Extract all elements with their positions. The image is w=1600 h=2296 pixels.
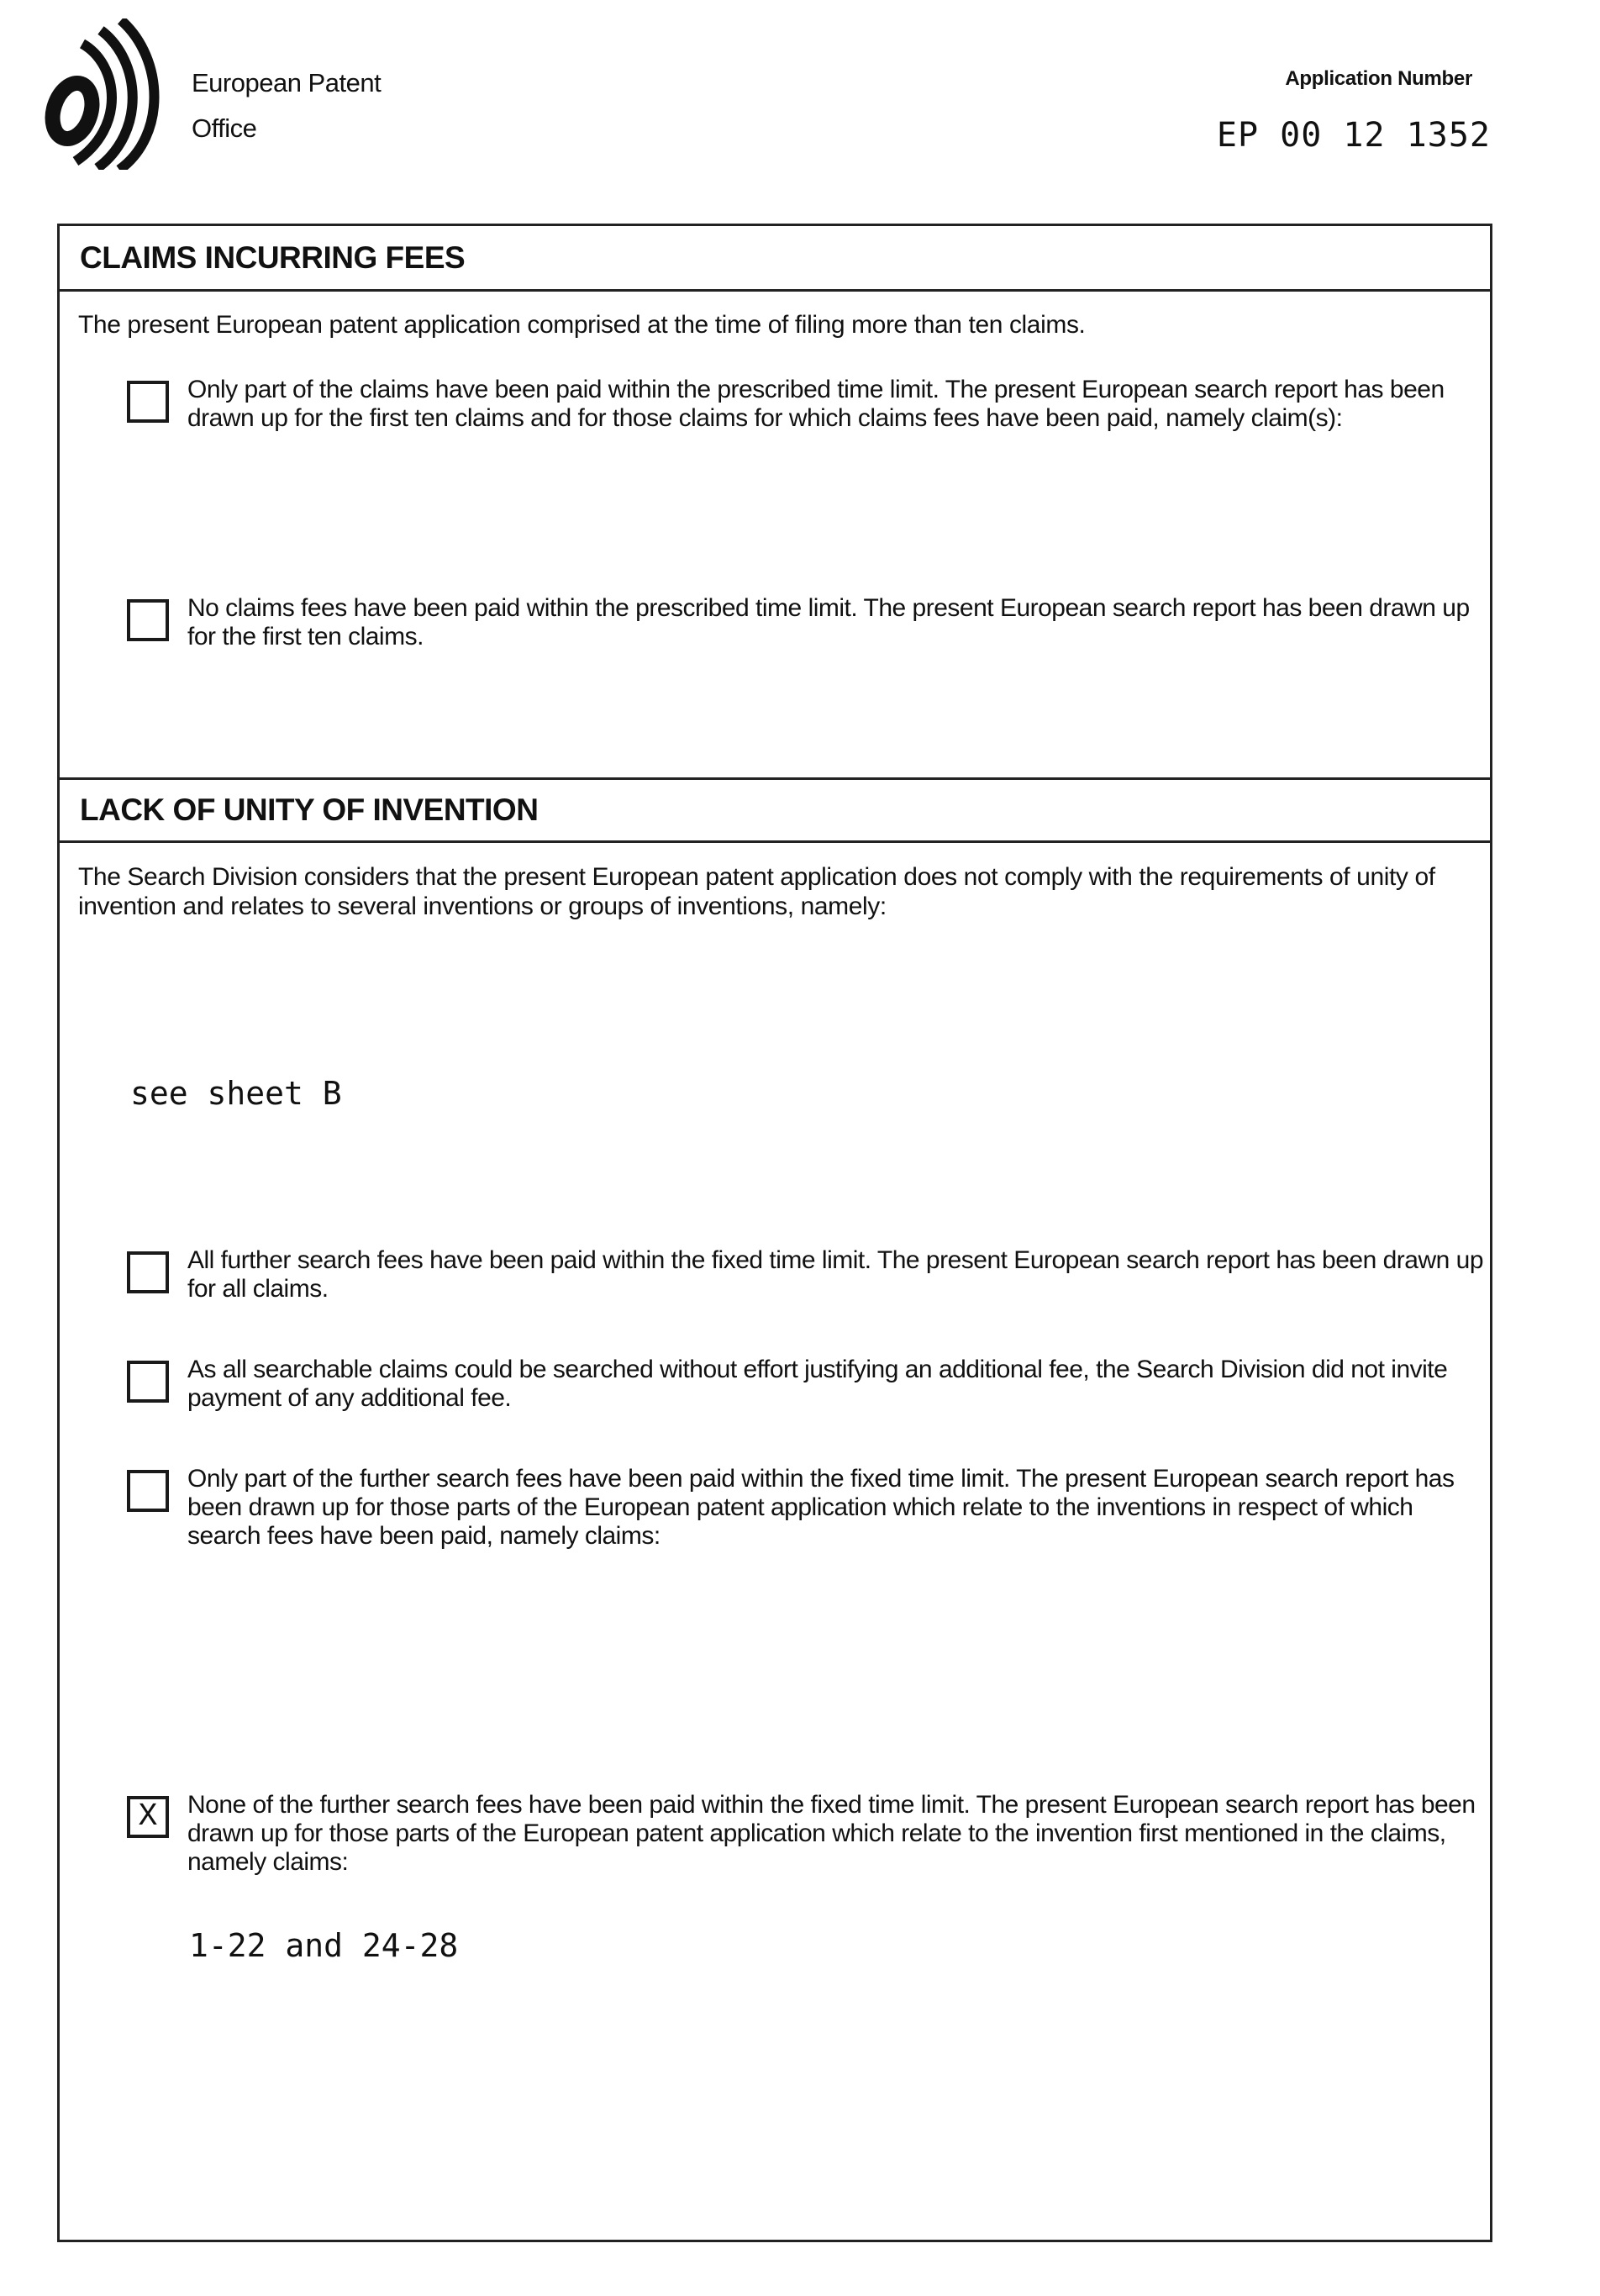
claims-listed: 1-22 and 24-28 <box>189 1927 459 1964</box>
claims-section-intro: The present European patent application comprised at the time of filing more than ten claims. <box>78 311 1086 339</box>
claims-option-partial-checkbox[interactable] <box>127 381 169 423</box>
claims-option-none[interactable] <box>127 594 1488 651</box>
unity-option-all-paid[interactable] <box>127 1246 1488 1303</box>
unity-option-all-paid-text: All further search fees have been paid within the fixed time limit. The present European search report has been drawn up for all claims. <box>187 1246 1484 1303</box>
claims-section-title: CLAIMS INCURRING FEES <box>60 226 1490 292</box>
unity-option-partial-paid[interactable] <box>127 1465 1488 1551</box>
unity-option-no-invite-checkbox[interactable] <box>127 1361 169 1403</box>
unity-option-partial-paid-checkbox[interactable] <box>127 1470 169 1512</box>
application-number: EP 00 12 1352 <box>1216 116 1491 155</box>
form-frame <box>57 224 1492 2242</box>
unity-section-intro: The Search Division considers that the present European patent application does not comply with the requirements of unity of invention and relates to several inventions or groups of inventions, namely: <box>78 863 1435 920</box>
claims-option-partial-text: Only part of the claims have been paid within the prescribed time limit. The present European search report has been drawn up for the first ten claims and for those claims for which claims fees have been paid, namely claim(s): <box>187 376 1445 432</box>
claims-option-partial[interactable] <box>127 376 1488 433</box>
see-sheet-note: see sheet B <box>130 1075 342 1112</box>
claims-option-none-checkbox[interactable] <box>127 599 169 641</box>
unity-option-none-paid-checkbox[interactable]: X <box>127 1796 169 1838</box>
unity-option-all-paid-checkbox[interactable] <box>127 1251 169 1293</box>
epo-logo-icon <box>42 18 168 170</box>
application-number-label: Application Number <box>1285 67 1472 90</box>
unity-option-no-invite-text: As all searchable claims could be searched without effort justifying an additional fee, the Search Division did not invite payment of any additional fee. <box>187 1356 1448 1412</box>
office-name-line2: Office <box>192 113 257 143</box>
unity-section-title: LACK OF UNITY OF INVENTION <box>60 777 1490 843</box>
unity-option-none-paid-text: None of the further search fees have been paid within the fixed time limit. The present European search report has been drawn up for those parts of the European patent application which relate to the invention first mentioned in the claims, namely claims: <box>187 1791 1476 1876</box>
unity-option-none-paid[interactable] <box>127 1791 1488 1877</box>
unity-option-partial-paid-text: Only part of the further search fees have been paid within the fixed time limit. The present European search report has been drawn up for those parts of the European patent application which relate to the inventions in respect of which search fees have been paid, namely claims: <box>187 1465 1455 1550</box>
office-name <box>192 61 381 151</box>
unity-option-no-invite[interactable] <box>127 1356 1488 1413</box>
claims-option-none-text: No claims fees have been paid within the prescribed time limit. The present European search report has been drawn up for the first ten claims. <box>187 594 1470 650</box>
office-name-line1: European Patent <box>192 68 382 97</box>
